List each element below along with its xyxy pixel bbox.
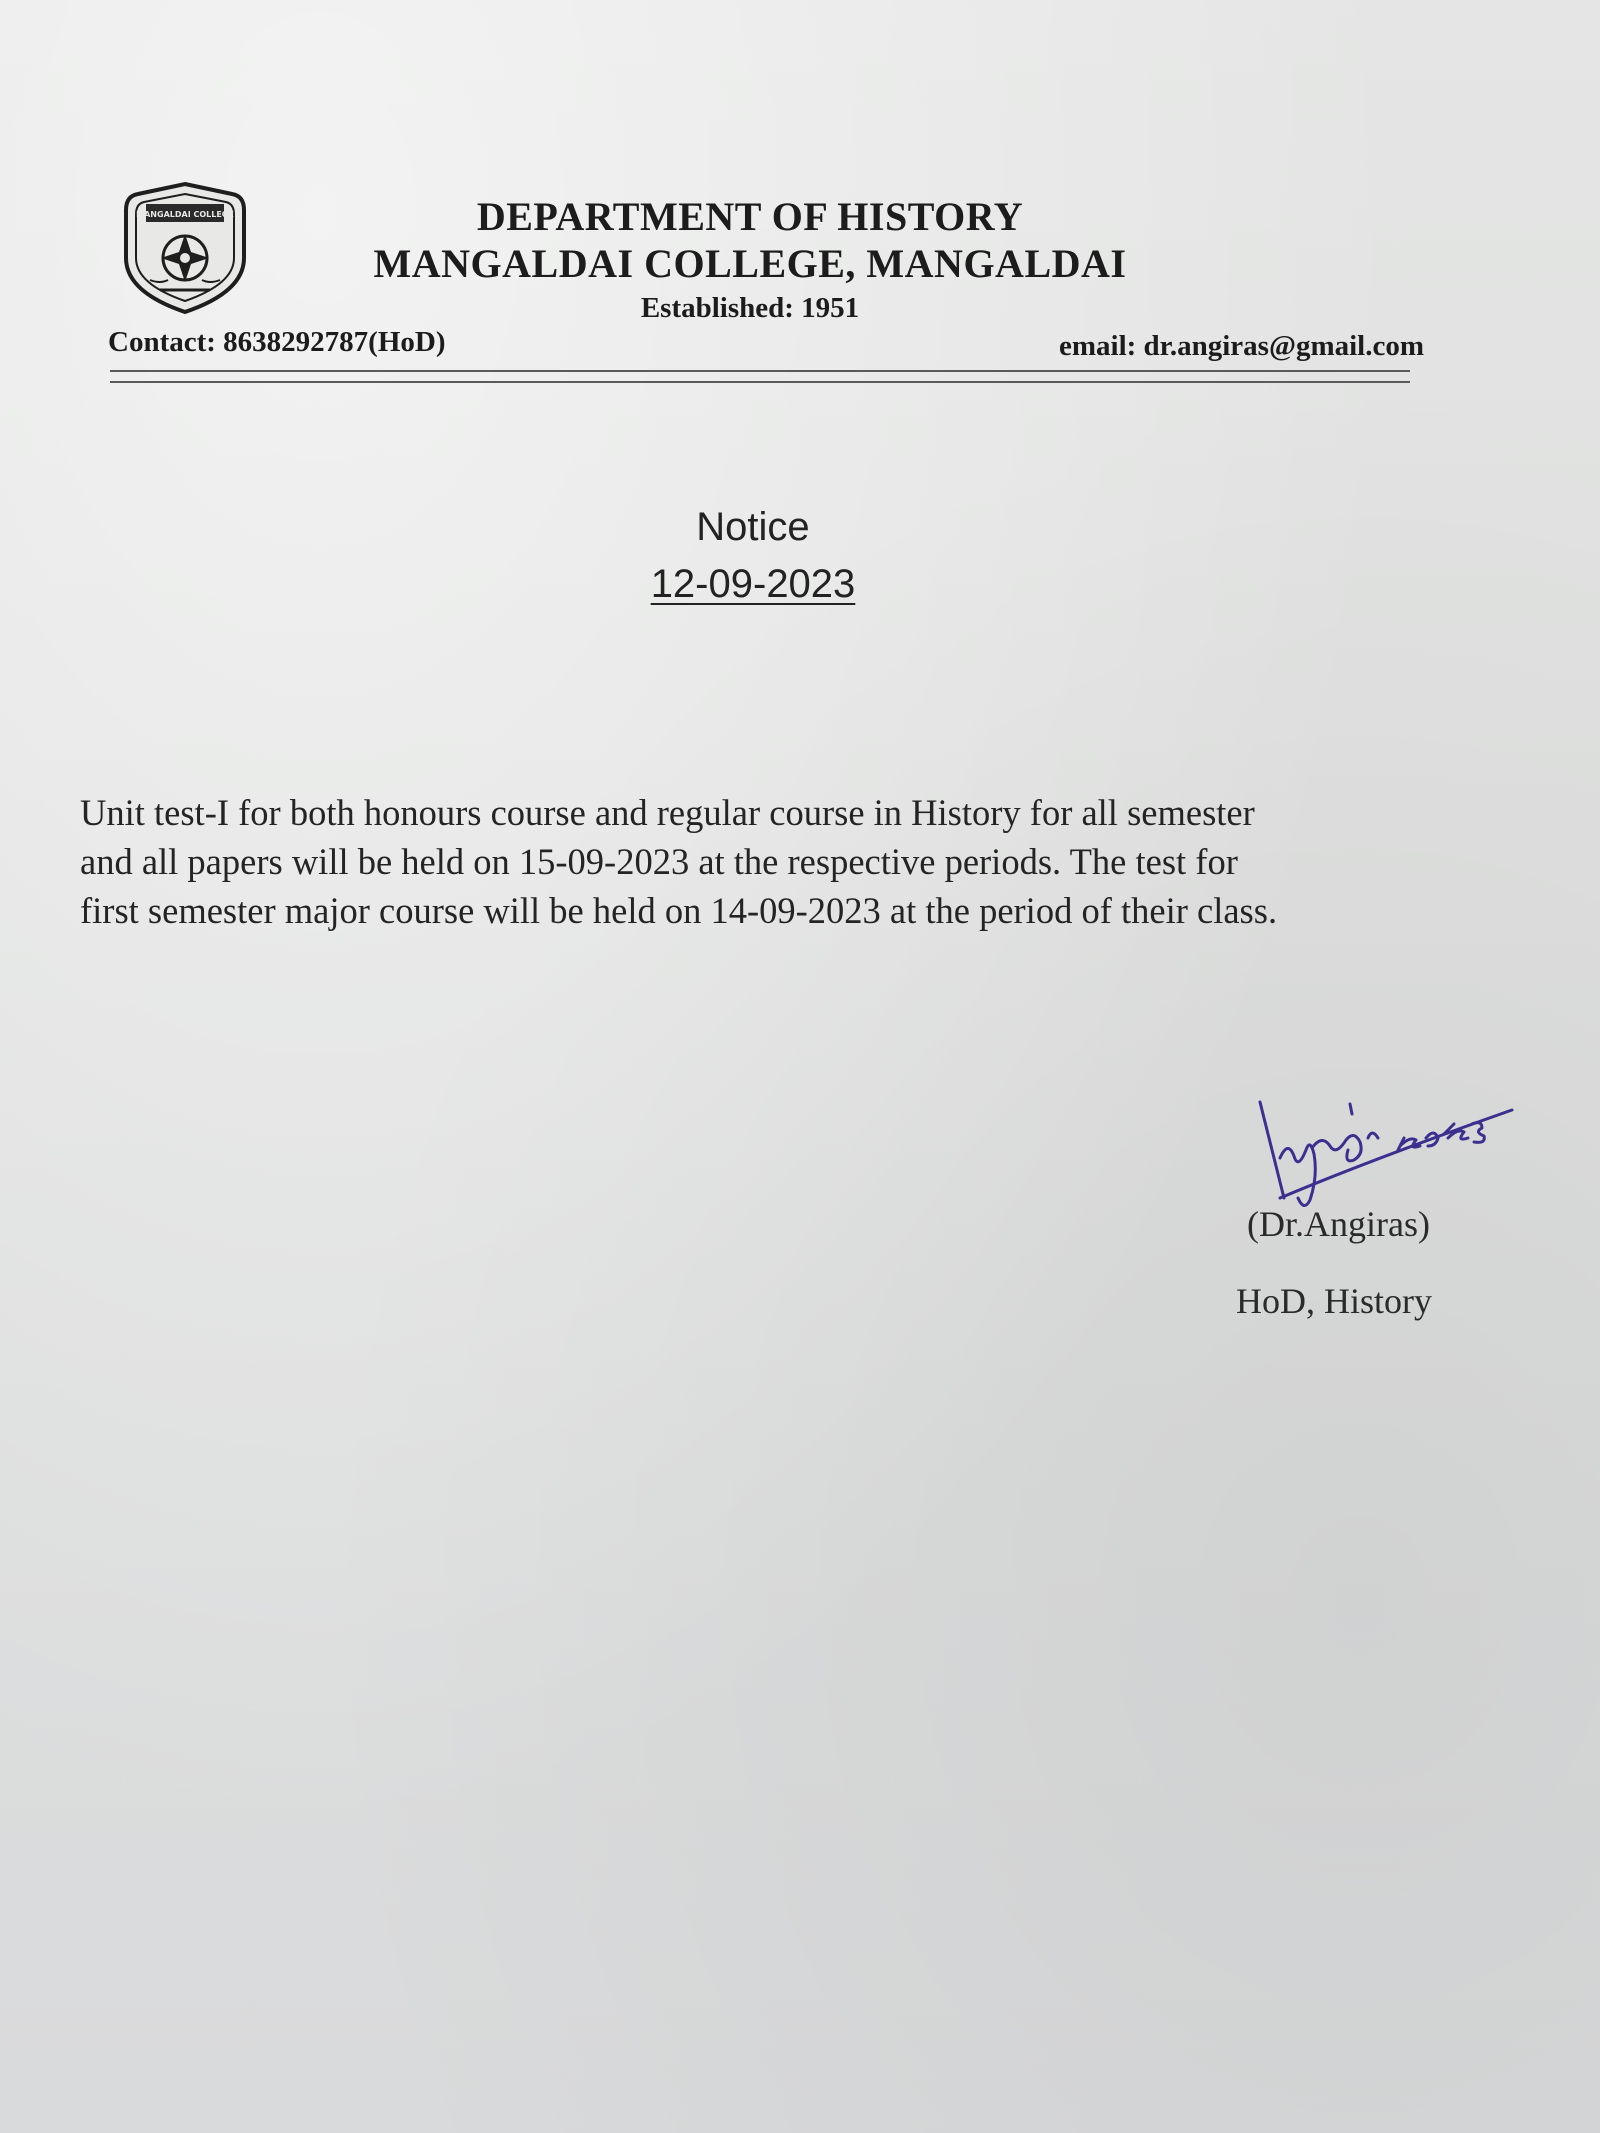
notice-title: Notice xyxy=(696,505,810,549)
college-seal-logo xyxy=(120,180,250,316)
department-name: DEPARTMENT OF HISTORY xyxy=(476,194,1024,239)
contact-email: email: dr.angiras@gmail.com xyxy=(1058,330,1424,362)
body-line: and all papers will be held on 15-09-2023 at the respective periods. The test for xyxy=(80,841,1238,882)
notice-date-text: 12-09-2023 xyxy=(650,562,856,606)
contact-phone: Contact: 8638292787(HoD) xyxy=(108,326,446,358)
body-line: Unit test-I for both honours course and regular course in History for all semester xyxy=(80,792,1255,833)
established-line: Established: 1951 xyxy=(640,292,860,324)
notice-date xyxy=(500,562,1006,607)
svg-text:MANGALDAI COLLEGE: MANGALDAI COLLEGE xyxy=(136,210,234,219)
notice-body xyxy=(80,788,1430,935)
signatory-name: (Dr.Angiras) xyxy=(1247,1204,1430,1244)
signatory-designation: HoD, History xyxy=(1236,1281,1432,1321)
header-double-rule xyxy=(110,370,1410,383)
body-line: first semester major course will be held on 14-09-2023 at the period of their class. xyxy=(80,890,1278,931)
college-name: MANGALDAI COLLEGE, MANGALDAI xyxy=(373,241,1127,286)
